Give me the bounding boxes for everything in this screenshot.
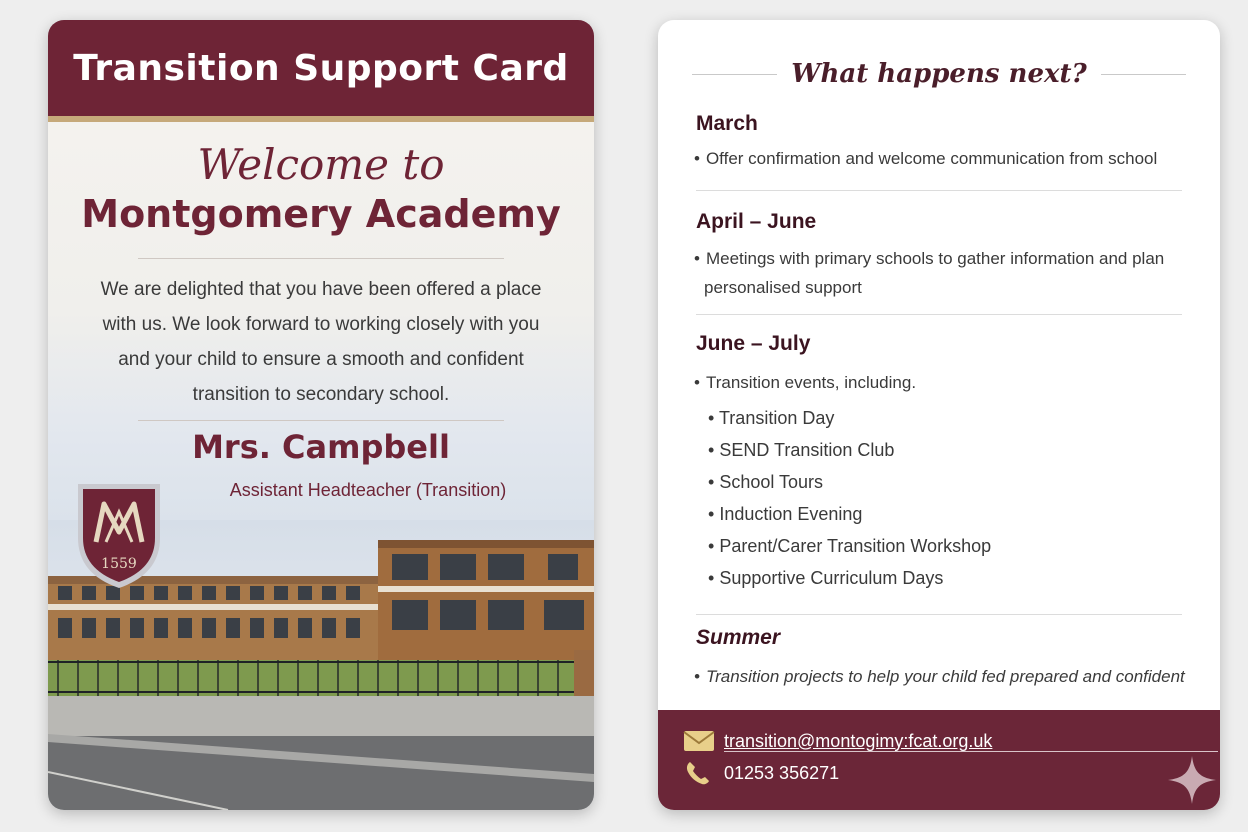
sub-item-text: Parent/Carer Transition Workshop [719, 536, 992, 556]
section-divider [696, 614, 1182, 615]
email-link[interactable]: transition@montogimy:fcat.org.uk [724, 730, 993, 751]
intro-line: and your child to ensure a smooth and confident [118, 349, 524, 370]
welcome-script: Welcome to [197, 140, 445, 189]
intro-line: transition to secondary school. [192, 384, 450, 405]
sub-item-text: Transition Day [718, 408, 835, 428]
sub-item: • Induction Evening [708, 504, 863, 524]
sub-item: • Transition Day [708, 408, 835, 428]
bullet-text: Transition events, including. [705, 373, 917, 392]
phone-number[interactable]: 01253 356271 [724, 762, 840, 783]
divider [138, 258, 504, 259]
section-divider [696, 190, 1182, 191]
contact-person-name: Mrs. Campbell [192, 428, 450, 466]
bullet-text: Offer confirmation and welcome communication from school [705, 149, 1158, 168]
sub-item-text: SEND Transition Club [719, 440, 895, 460]
bullet-item: • Offer confirmation and welcome communication from school [694, 149, 1158, 168]
section-heading-march: March [696, 112, 758, 135]
phone-icon [682, 760, 716, 786]
welcome-card [48, 20, 594, 810]
section-heading-april-june: April – June [696, 210, 817, 233]
bullet-item: • Meetings with primary schools to gather information and plan personalised support [694, 249, 1165, 297]
card-header-title: Transition Support Card [48, 20, 594, 116]
title-rule [692, 74, 777, 75]
intro-line: We are delighted that you have been offered a place [100, 279, 542, 300]
bullet-text: Transition projects to help your child fed prepared and confident [705, 667, 1185, 686]
footer-rule [724, 751, 1218, 752]
sub-item: • SEND Transition Club [708, 440, 895, 460]
bullet-item: • Transition projects to help your child fed prepared and confident [694, 667, 1185, 686]
sub-item: • School Tours [708, 472, 824, 492]
sub-item: • Parent/Carer Transition Workshop [708, 536, 992, 556]
sub-item-text: Induction Evening [719, 504, 863, 524]
section-heading-june-july: June – July [696, 332, 811, 355]
title-rule [1101, 74, 1186, 75]
divider [138, 420, 504, 421]
contact-person-role: Assistant Headteacher (Transition) [229, 480, 507, 500]
section-heading-summer: Summer [696, 626, 781, 649]
intro-line: with us. We look forward to working closely with you [102, 314, 540, 335]
bullet-text: Meetings with primary schools to gather information and plan [705, 249, 1165, 268]
school-crest-logo [74, 478, 164, 590]
sub-item-text: Supportive Curriculum Days [719, 568, 944, 588]
timeline-title-row [692, 52, 1186, 96]
academy-name: Montgomery Academy [81, 192, 561, 236]
bullet-text: personalised support [704, 278, 862, 297]
timeline-title: What happens next? [791, 59, 1087, 89]
phone-row [682, 760, 839, 786]
sub-item: • Supportive Curriculum Days [708, 568, 944, 588]
section-divider [696, 314, 1182, 315]
envelope-icon [682, 728, 716, 754]
sub-item-text: School Tours [719, 472, 824, 492]
timeline-card [658, 20, 1220, 810]
sparkle-icon [1166, 754, 1218, 806]
bullet-item: • Transition events, including. [694, 373, 917, 392]
intro-paragraph [88, 272, 554, 412]
crest-year: 1559 [101, 556, 137, 572]
